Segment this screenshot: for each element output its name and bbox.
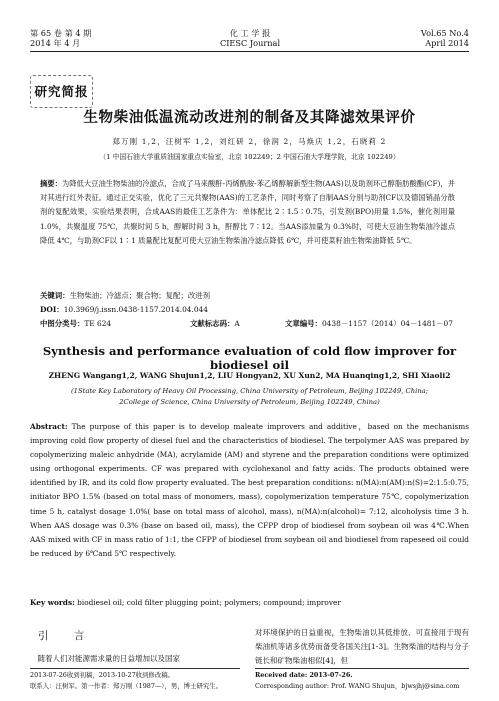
volume-issue-en: Vol.65 No.4: [420, 28, 469, 38]
section-tag-box: [30, 75, 93, 108]
art-value: 0438－1157（2014）04－1481－07: [321, 319, 453, 328]
doi-label: DOI：: [40, 305, 64, 314]
footnote-contact-en: Corresponding author: Prof. WANG Shujun，bjwsjhj@sina.com: [255, 682, 460, 690]
header-rule: [30, 51, 469, 52]
date-zh: 2014 年 4 月: [30, 38, 81, 48]
title-en: Synthesis and performance evaluation of cold flow improver for biodiesel oil: [42, 344, 457, 372]
intro-heading: 引 言: [38, 630, 96, 642]
footnote-rule-left: [30, 668, 240, 669]
footnote-received-zh: 2013-07-26收到初稿，2013-10-27收到修改稿。: [30, 671, 174, 679]
keywords-zh-label: 关键词：: [40, 291, 70, 300]
section-tag: 研究简报: [34, 84, 89, 99]
abstract-en-label: Abstract:: [30, 422, 68, 431]
journal-name-zh: 化 工 学 报: [229, 28, 271, 38]
article-number: [285, 318, 453, 329]
abstract-zh-text: 为降低大豆油生物柴油的冷滤点，合成了马来酸酐-丙烯酰胺-苯乙烯醇解新型生物(AAS)以及助剂环己醇脂肪酸酯(CF)，并对其进行红外表征。通过正交实验，优化了三元共聚物(AAS)的工艺条件，同时考察了自制AAS分别与助剂CF以及德国销晶分散剂的复配效果，实验结果表明，合成AAS的最佳工艺条件为：单体配比 2∶1.5∶0.75，引发剂(BPO)用量 1.5%，催化剂用量 1.0%，共聚温度 75℃，共聚时间 5 h，醇解时间 3 h，酐醇比 7∶12。当AAS添加量为 0.3%时，可使大豆油生物柴油冷滤点降低 4℃，与助剂CF以 1∶1 质量配比复配可使大豆油生物柴油冷滤点降低 6℃，并可使菜籽油生物柴油降低 5℃。: [40, 179, 456, 245]
abstract-zh: [40, 177, 455, 248]
intro-left-text: 随着人们对能源需求量的日益增加以及国家: [37, 654, 180, 663]
volume-issue-zh: 第 65 卷 第 4 期: [30, 28, 92, 38]
footnote-received-en: Received date: 2013-07-26.: [255, 671, 353, 679]
affiliation-en-2: 2College of Science, China University of Petroleum, Beijing 102249, China): [119, 398, 380, 406]
keywords-zh-text: 生物柴油；冷滤点；聚合物；复配；改进剂: [69, 291, 211, 300]
date-en: April 2014: [425, 38, 469, 48]
affiliation-en-1: (1State Key Laboratory of Heavy Oil Processing, China University of Petroleum, Beijing 102249, China;: [71, 387, 428, 395]
art-label: 文章编号：: [285, 319, 322, 328]
clc-label: 中图分类号：: [40, 319, 85, 328]
journal-name-en: CIESC Journal: [219, 38, 281, 48]
doc-label: 文献标志码：: [190, 319, 235, 328]
affiliation-zh: （1 中国石油大学重质油国家重点实验室，北京 102249；2 中国石油大学理学院，北京 102249）: [99, 153, 400, 161]
abstract-en: [30, 420, 469, 561]
footnote-contact-zh: 联系人：汪树军。第一作者：郑万刚（1987—），男，博士研究生。: [30, 682, 222, 690]
document-code: [190, 318, 240, 329]
doi-text: 10.3969/j.issn.0438-1157.2014.04.044: [63, 305, 208, 314]
clc-code: [40, 318, 111, 329]
title-zh: 生物柴油低温流动改进剂的制备及其降滤效果评价: [83, 109, 416, 126]
authors-en: ZHENG Wangang1,2, WANG Shujun1,2, LIU Hongyan2, XU Xun2, MA Huanqing1,2, SHI Xiaoli2: [48, 371, 451, 380]
intro-right-text: 对环境保护的日益重视，生物柴油以其低排放、可直接用于现有柴油机等诸多优势而备受各国关注[1-3]。生物柴油的结构与分子链长和矿物柴油相似[4]，但: [255, 628, 469, 665]
keywords-zh: [40, 290, 455, 301]
abstract-en-text: The purpose of this paper is to develop maleate improvers and additive，based on the mechanisms improving cold flow property of diesel fuel and the characteristics of biodiesel. The terpolymer AAS was prepared by copolymerizing maleic anhydride (MA), acrylamide (AM) and styrene and the preparation conditions were optimized using orthogonal experiments. CF was prepared with cyclohexanol and fatty acids. The products obtained were identified by IR, and its cold flow property evaluated. The best preparation conditions: n(MA):n(AM):n(S)=2:1.5:0.75, initiator BPO 1.5% (based on total mass of monomers, mass), copolymerization temperature 75℃, copolymerization time 5 h, catalyst dosage 1.0%( base on total mass of alcohol, mass), n(MA):n(alcohol)= 7:12, alcoholysis time 3 h. When AAS dosage was 0.3% (base on based oil, mass), the CFPP drop of biodiesel from soybean oil was 4℃.When AAS mixed with CF in mass ratio of 1:1, the CFPP of biodiesel from soybean oil and biodiesel from rapeseed oil could be reduced by 6℃and 5℃ respectively.: [30, 422, 469, 558]
doi-line: [40, 304, 455, 315]
abstract-zh-label: 摘要：: [40, 179, 62, 188]
clc-value: TE 624: [84, 319, 112, 328]
keywords-en: [30, 597, 469, 608]
authors-zh: 郑万刚 1,2，汪树军 1,2，刘红研 2，徐润 2，马焕庆 1,2，石晓莉 2: [112, 137, 387, 146]
footnote-rule-right: [255, 668, 469, 669]
doc-value: A: [234, 319, 240, 328]
keywords-en-label: Key words:: [30, 598, 75, 607]
keywords-en-text: biodiesel oil; cold filter plugging point; polymers; compound; improver: [77, 598, 341, 607]
